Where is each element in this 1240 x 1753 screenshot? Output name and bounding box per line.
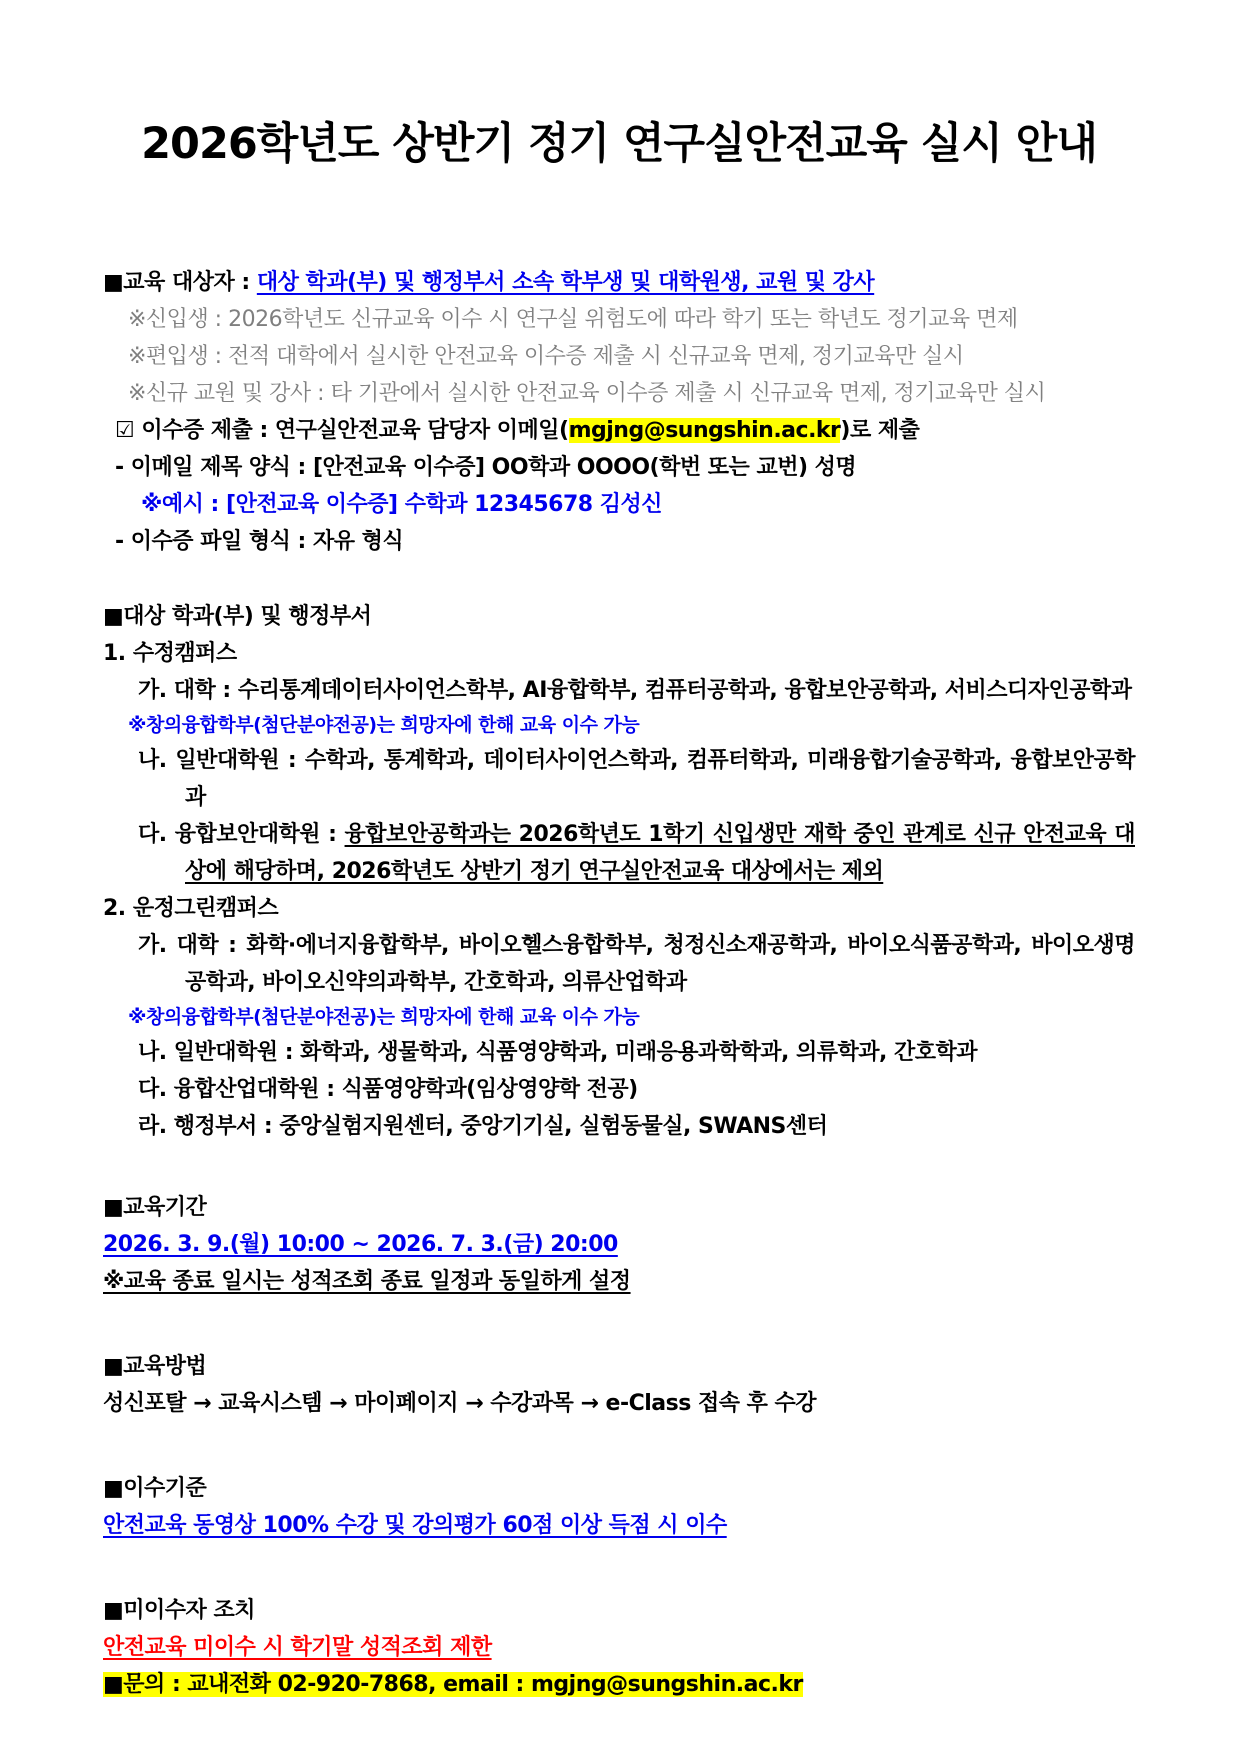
sujeong-campus-title: 1. 수정캠퍼스 — [103, 640, 237, 666]
noncompletion-penalty-line — [103, 1629, 1135, 1666]
sujeong-college: 가. 대학 : 수리통계데이터사이언스학부, AI융합학부, 컴퓨터공학과, 융합보안공학과, 서비스디자인공학과 — [138, 677, 1132, 703]
section-departments — [103, 598, 1135, 1145]
section-criteria — [103, 1470, 1135, 1544]
sujeong-creative-note: ※창의융합학부(첨단분야전공)는 희망자에 한해 교육 이수 가능 — [128, 713, 640, 736]
period-note-line — [103, 1263, 1135, 1300]
noncompletion-heading: ■미이수자 조치 — [103, 1597, 255, 1623]
section-noncompletion — [103, 1592, 1135, 1703]
unjeong-creative-note: ※창의융합학부(첨단분야전공)는 희망자에 한해 교육 이수 가능 — [128, 1005, 640, 1028]
file-format: - 이수증 파일 형식 : 자유 형식 — [115, 528, 404, 554]
contact-line — [103, 1666, 1135, 1703]
unjeong-college: 가. 대학 : 화학·에너지융합학부, 바이오헬스융합학부, 청정신소재공학과, 바이오식품공학과, 바이오생명공학과, 바이오신약의과학부, 간호학과, 의류산업학과 — [138, 932, 1135, 995]
unjeong-campus-title: 2. 운정그린캠퍼스 — [103, 895, 279, 921]
unjeong-grad-school: 나. 일반대학원 : 화학과, 생물학과, 식품영양학과, 미래응용과학학과, 의류학과, 간호학과 — [138, 1039, 978, 1065]
sujeong-security-grad-label: 다. 융합보안대학원 : — [138, 821, 345, 847]
contact-info: ■문의 : 교내전화 02-920-7868, email : mgjng@sungshin.ac.kr — [103, 1671, 803, 1697]
period-note: ※교육 종료 일시는 성적조회 종료 일정과 동일하게 설정 — [103, 1268, 631, 1294]
section-audience — [103, 264, 1135, 560]
audience-heading-line — [103, 264, 1135, 301]
sujeong-security-grad-detail: 융합보안공학과는 2026학년도 1학기 신입생만 재학 중인 관계로 신규 안전교육 대상에 해당하며, 2026학년도 상반기 정기 연구실안전교육 대상에서는 제외 — [185, 821, 1135, 884]
email-example: ※예시 : [안전교육 이수증] 수학과 12345678 김성신 — [141, 491, 662, 517]
contact-email-highlight: mgjng@sungshin.ac.kr — [568, 417, 841, 443]
section-period — [103, 1189, 1135, 1300]
section-method — [103, 1348, 1135, 1422]
note-freshman: ※신입생 : 2026학년도 신규교육 이수 시 연구실 위험도에 따라 학기 또는 학년도 정기교육 면제 — [128, 306, 1018, 332]
email-subject-format: - 이메일 제목 양식 : [안전교육 이수증] OO학과 OOOO(학번 또는 교번) 성명 — [115, 454, 857, 480]
departments-heading: ■대상 학과(부) 및 행정부서 — [103, 603, 372, 629]
noncompletion-penalty: 안전교육 미이수 시 학기말 성적조회 제한 — [103, 1634, 492, 1660]
audience-target-link[interactable]: 대상 학과(부) 및 행정부서 소속 학부생 및 대학원생, 교원 및 강사 — [256, 269, 875, 295]
period-range: 2026. 3. 9.(월) 10:00 ~ 2026. 7. 3.(금) 20:00 — [103, 1231, 618, 1257]
note-transfer: ※편입생 : 전적 대학에서 실시한 안전교육 이수증 제출 시 신규교육 면제, 정기교육만 실시 — [128, 343, 964, 369]
period-range-line — [103, 1226, 1135, 1263]
certificate-submit-prefix: ☑ 이수증 제출 : 연구실안전교육 담당자 이메일( — [115, 417, 569, 443]
criteria-detail: 안전교육 동영상 100% 수강 및 강의평가 60점 이상 득점 시 이수 — [103, 1512, 727, 1538]
note-new-faculty: ※신규 교원 및 강사 : 타 기관에서 실시한 안전교육 이수증 제출 시 신규교육 면제, 정기교육만 실시 — [128, 380, 1046, 406]
method-heading: ■교육방법 — [103, 1353, 207, 1379]
certificate-submit-line — [103, 412, 1135, 449]
sujeong-security-grad — [103, 816, 1135, 890]
audience-heading-label: ■교육 대상자 : — [103, 269, 257, 295]
page-title: 2026학년도 상반기 정기 연구실안전교육 실시 안내 — [141, 119, 1097, 169]
criteria-detail-line — [103, 1507, 1135, 1544]
unjeong-industry-grad: 다. 융합산업대학원 : 식품영양학과(임상영양학 전공) — [138, 1076, 638, 1102]
unjeong-admin-depts: 라. 행정부서 : 중앙실험지원센터, 중앙기기실, 실험동물실, SWANS센터 — [138, 1113, 828, 1139]
criteria-heading: ■이수기준 — [103, 1475, 207, 1501]
sujeong-grad-school: 나. 일반대학원 : 수학과, 통계학과, 데이터사이언스학과, 컴퓨터학과, 미래융합기술공학과, 융합보안공학과 — [138, 747, 1135, 810]
certificate-submit-suffix: )로 제출 — [840, 417, 920, 443]
method-path: 성신포탈 → 교육시스템 → 마이페이지 → 수강과목 → e-Class 접속 후 수강 — [103, 1390, 817, 1416]
period-heading: ■교육기간 — [103, 1194, 207, 1220]
